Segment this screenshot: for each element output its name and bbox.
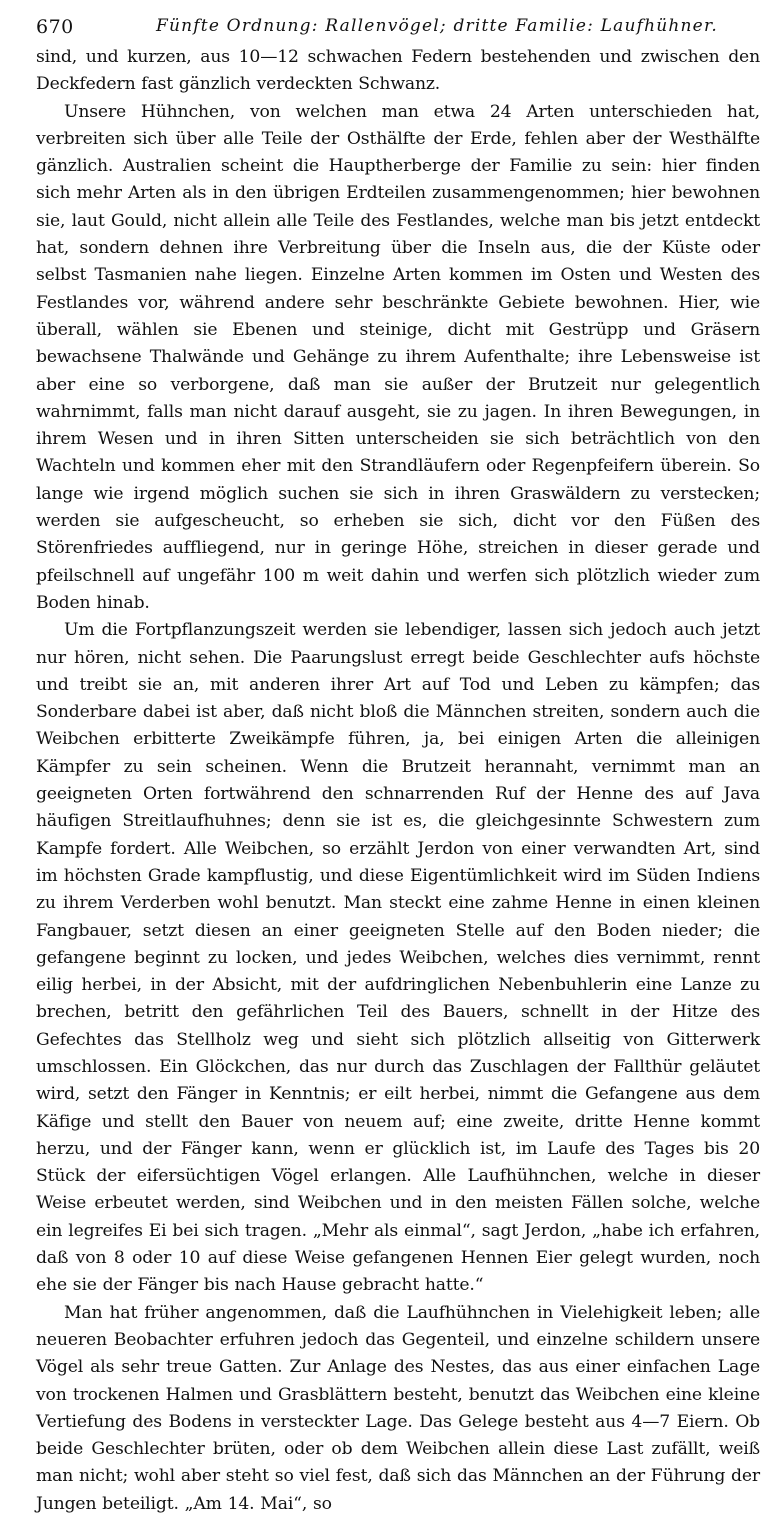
body-text xyxy=(36,44,760,1518)
paragraph-continuation: sind, und kurzen, aus 10—12 schwachen Federn bestehenden und zwischen den Deckfedern fast gänzlich verdeckten Schwanz. xyxy=(36,47,760,95)
paragraph-distribution: Unsere Hühnchen, von welchen man etwa 24 Arten unterschieden hat, verbreiten sich über alle Teile der Osthälfte der Erde, fehlen aber der Westhälfte gänzlich. Australien scheint die Hauptherberge der Familie zu sein: hier finden sich mehr Arten als in den übrigen Erdteilen zusammengenommen; hier bewohnen sie, laut Gould, nicht allein alle Teile des Festlandes, welche man bis jetzt entdeckt hat, sondern dehnen ihre Verbreitung über die Inseln aus, die der Küste oder selbst Tasmanien nahe liegen. Einzelne Arten kommen im Osten und Westen des Festlandes vor, während andere sehr beschränkte Gebiete bewohnen. Hier, wie überall, wählen sie Ebenen und steinige, dicht mit Gestrüpp und Gräsern bewachsene Thalwände und Gehänge zu ihrem Aufenthalte; ihre Lebensweise ist aber eine so verborgene, daß man sie außer der Brutzeit nur gelegentlich wahrnimmt, falls man nicht darauf ausgeht, sie zu jagen. In ihren Bewegungen, in ihrem Wesen und in ihren Sitten unterscheiden sie sich beträchtlich von den Wachteln und kommen eher mit den Strandläufern oder Regenpfeifern überein. So lange wie irgend möglich suchen sie sich in ihren Graswäldern zu verstecken; werden sie aufgescheucht, so erheben sie sich, dicht vor den Füßen des Störenfriedes auffliegend, nur in geringe Höhe, streichen in dieser gerade und pfeilschnell auf ungefähr 100 m weit dahin und werfen sich plötzlich wieder zum Boden hinab. xyxy=(36,101,760,613)
paragraph-breeding-season: Um die Fortpflanzungszeit werden sie lebendiger, lassen sich jedoch auch jetzt nur hören, nicht sehen. Die Paarungslust erregt beide Geschlechter aufs höchste und treibt sie an, mit anderen ihrer Art auf Tod und Leben zu kämpfen; das Sonderbare dabei ist aber, daß nicht bloß die Männchen streiten, sondern auch die Weibchen erbitterte Zweikämpfe führen, ja, bei einigen Arten die alleinigen Kämpfer zu sein scheinen. Wenn die Brutzeit herannaht, vernimmt man an geeigneten Orten fortwährend den schnarrenden Ruf der Henne des auf Java häufigen Streitlaufhuhnes; denn sie ist es, die gleichgesinnte Schwestern zum Kampfe fordert. Alle Weibchen, so erzählt Jerdon von einer verwandten Art, sind im höchsten Grade kampflustig, und diese Eigentümlichkeit wird im Süden Indiens zu ihrem Verderben wohl benutzt. Man steckt eine zahme Henne in einen kleinen Fangbauer, setzt diesen an einer geeigneten Stelle auf den Boden nieder; die gefangene beginnt zu locken, und jedes Weibchen, welches dies vernimmt, rennt eilig herbei, in der Absicht, mit der aufdringlichen Nebenbuhlerin eine Lanze zu brechen, betritt den gefährlichen Teil des Bauers, schnellt in der Hitze des Gefechtes das Stellholz weg und sieht sich plötzlich allseitig von Gitterwerk umschlossen. Ein Glöckchen, das nur durch das Zuschlagen der Fallthür geläutet wird, setzt den Fänger in Kenntnis; er eilt herbei, nimmt die Gefangene aus dem Käfige und stellt den Bauer von neuem auf; eine zweite, dritte Henne kommt herzu, und der Fänger kann, wenn er glücklich ist, im Laufe des Tages bis 20 Stück der eifersüchtigen Vögel erlangen. Alle Laufhühnchen, welche in dieser Weise erbeutet werden, sind Weibchen und in den meisten Fällen solche, welche ein legreifes Ei bei sich tragen. „Mehr als einmal“, sagt Jerdon, „habe ich erfahren, daß von 8 oder 10 auf diese Weise gefangenen Hennen Eier gelegt wurden, noch ehe sie der Fänger bis nach Hause gebracht hatte.“ xyxy=(36,620,760,1296)
paragraph-nesting: Man hat früher angenommen, daß die Laufhühnchen in Vielehigkeit leben; alle neueren Beobachter erfuhren jedoch das Gegenteil, und einzelne schildern unsere Vögel als sehr treue Gatten. Zur Anlage des Nestes, das aus einer einfachen Lage von trockenen Halmen und Grasblättern besteht, benutzt das Weibchen eine kleine Vertiefung des Bodens in versteckter Lage. Das Gelege besteht aus 4—7 Eiern. Ob beide Geschlechter brüten, oder ob dem Weibchen allein diese Last zufällt, weiß man nicht; wohl aber steht so viel fest, daß sich das Männchen an der Führung der Jungen beteiligt. „Am 14. Mai“, so xyxy=(36,1302,760,1514)
running-head: Fünfte Ordnung: Rallenvögel; dritte Familie: Laufhühner. xyxy=(156,16,719,36)
page-number: 670 xyxy=(36,16,74,38)
page-header xyxy=(36,10,760,44)
